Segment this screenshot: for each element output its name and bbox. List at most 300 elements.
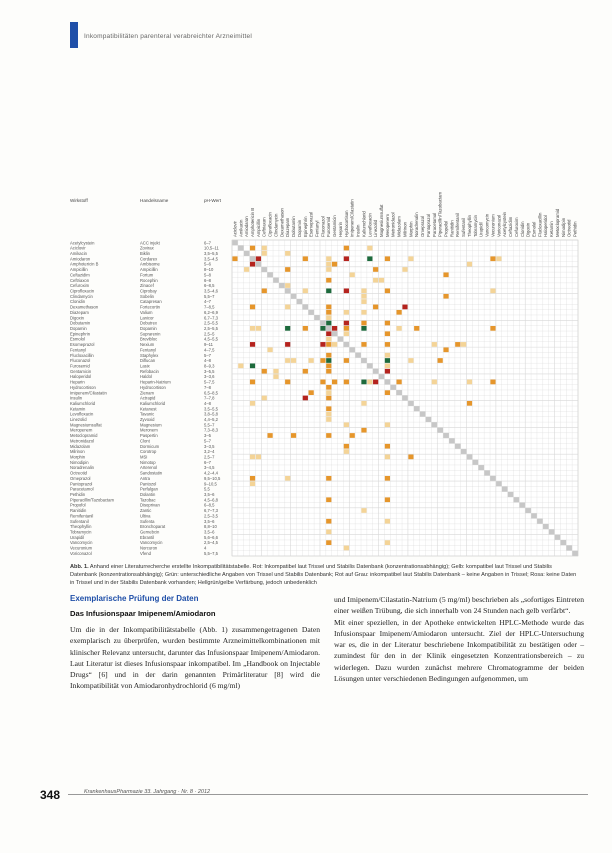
matrix-cell: [303, 256, 308, 261]
row-handelsname: Pantozol: [140, 481, 157, 487]
row-ph: 5–8: [204, 272, 211, 278]
diagonal-cell: [449, 438, 455, 443]
row-wirkstoff: Dobutamin: [70, 320, 91, 326]
column-label: Vancomycin: [484, 213, 490, 237]
matrix-cell: [262, 246, 267, 251]
paragraph: und Imipenem/Cilastatin-Natrium (5 mg/ml) beschrieben als „sofortiges Eintreten einer weißen Trübung, die sich innerhalb von 24 Stunden nach gelb verfärbt“.: [334, 595, 584, 616]
diagonal-cell: [261, 267, 267, 272]
row-handelsname: Zantic: [140, 508, 152, 514]
matrix-cell: [385, 353, 390, 358]
row-handelsname: Zyvoxid: [140, 417, 155, 423]
matrix-cell: [326, 358, 331, 363]
row-handelsname: Ambisome: [140, 261, 160, 267]
row-ph: 4–7: [204, 299, 211, 305]
row-wirkstoff: Insulin: [70, 395, 83, 401]
row-ph: 3,5–6: [204, 529, 215, 535]
row-handelsname: Lasix: [140, 363, 150, 369]
matrix-cell: [326, 331, 331, 336]
column-label: Noradrenalin: [414, 212, 420, 237]
row-handelsname: Valium: [140, 309, 153, 315]
row-wirkstoff: Ketamin: [70, 406, 86, 412]
row-ph: 3–5: [204, 433, 211, 439]
section-title: Exemplarische Prüfung der Daten: [70, 594, 199, 603]
row-handelsname: Ampicillin: [140, 267, 158, 273]
row-wirkstoff: Amiodaron: [70, 256, 91, 262]
matrix-cell: [361, 289, 366, 294]
row-handelsname: Dopamin: [140, 325, 157, 331]
column-label: Hydrocortison: [343, 210, 349, 237]
matrix-cell: [326, 530, 331, 535]
matrix-cell: [385, 444, 390, 449]
diagonal-cell: [279, 283, 285, 288]
column-label: Dopamin: [296, 219, 302, 237]
diagonal-cell: [472, 460, 478, 465]
row-ph: 5–7: [204, 438, 211, 444]
row-ph: 3,8–5,8: [204, 411, 218, 417]
row-handelsname: Disoprivan: [140, 502, 160, 508]
row-handelsname: Haldol: [140, 374, 152, 380]
row-handelsname: Actrapid: [140, 395, 156, 401]
matrix-cell: [408, 358, 413, 363]
row-wirkstoff: Amphotericin B: [70, 261, 99, 267]
column-label: Amiodaron: [244, 216, 250, 237]
column-label: Meropenem: [384, 214, 390, 237]
row-handelsname: Lanicor: [140, 315, 154, 321]
matrix-cell: [285, 305, 290, 310]
diagonal-cell: [308, 310, 314, 315]
row-wirkstoff: Ranitidin: [70, 508, 87, 514]
column-label: Metoclopramid: [554, 208, 560, 237]
row-wirkstoff: Pethidin: [70, 492, 86, 498]
row-handelsname: Antra: [140, 475, 151, 481]
row-ph: 3–4,5: [204, 465, 215, 471]
matrix-cell: [373, 267, 378, 272]
matrix-cell: [326, 315, 331, 320]
diagonal-cell: [367, 363, 373, 368]
matrix-cell: [326, 369, 331, 374]
matrix-cell: [361, 342, 366, 347]
row-ph: 3,5–4,6: [204, 288, 218, 294]
header-wirkstoff: Wirkstoff: [70, 198, 88, 203]
row-handelsname: Heparin-Natrium: [140, 379, 171, 385]
matrix-cell: [326, 310, 331, 315]
row-handelsname: Clont: [140, 438, 150, 444]
row-wirkstoff: Clonidin: [70, 299, 86, 305]
row-handelsname: Sufenta: [140, 518, 155, 524]
matrix-cell: [326, 390, 331, 395]
matrix-cell: [285, 342, 290, 347]
matrix-cell: [320, 342, 325, 347]
row-wirkstoff: Dopamin: [70, 325, 87, 331]
row-handelsname: Brevibloc: [140, 336, 158, 342]
row-ph: 4,2–4,4: [204, 470, 218, 476]
row-handelsname: Ultiva: [140, 513, 151, 519]
column-label: Octreotid: [566, 219, 572, 237]
matrix-cell: [397, 326, 402, 331]
row-ph: 2,5–5: [204, 331, 215, 337]
matrix-cell: [385, 363, 390, 368]
row-wirkstoff: Nimodipin: [70, 459, 89, 465]
row-handelsname: Refobacin: [140, 368, 159, 374]
journal-reference: KrankenhausPharmazie 33. Jahrgang · Nr. 8 · 2012: [84, 789, 211, 795]
matrix-cell: [250, 401, 255, 406]
row-wirkstoff: Ceftazidim: [70, 272, 90, 278]
matrix-cell: [455, 342, 460, 347]
matrix-cell: [326, 342, 331, 347]
diagonal-cell: [267, 272, 273, 277]
diagonal-cell: [320, 320, 326, 325]
matrix-cell: [285, 251, 290, 256]
row-wirkstoff: Kaliumchlorid: [70, 400, 96, 406]
row-wirkstoff: Magnesiumsulfat: [70, 422, 102, 428]
column-label: Kaliumchlorid: [361, 211, 367, 237]
row-handelsname: Nimotop: [140, 459, 156, 465]
matrix-cell: [238, 363, 243, 368]
row-handelsname: Meronem: [140, 427, 158, 433]
matrix-cell: [250, 476, 255, 481]
row-handelsname: Biklin: [140, 250, 151, 256]
row-ph: 3–3,6: [204, 374, 215, 380]
row-handelsname: Catapresan: [140, 299, 162, 305]
row-wirkstoff: Remifentanil: [70, 513, 94, 519]
row-ph: 3,2–4: [204, 449, 215, 455]
matrix-cell: [361, 310, 366, 315]
row-ph: 7–8,5: [204, 304, 215, 310]
matrix-cell: [385, 519, 390, 524]
matrix-cell: [361, 508, 366, 513]
matrix-cell: [414, 326, 419, 331]
matrix-cell: [250, 380, 255, 385]
row-wirkstoff: Metronidazol: [70, 438, 94, 444]
column-label: Haloperidol: [543, 215, 549, 237]
diagonal-cell: [484, 470, 490, 475]
matrix-cell: [250, 326, 255, 331]
row-handelsname: Fentanyl: [140, 347, 157, 353]
matrix-cell: [350, 272, 355, 277]
row-wirkstoff: Heparin: [70, 379, 85, 385]
paragraph: Um die in der Inkompatibilitätstabelle (Abb. 1) zusammengetragenen Daten exemplarisch zu überprüfen, wurden bestimmte Arzneimittelkombinationen mit klinischer Relevanz untersucht, darunter das Infusionspaar Imipenem/Amiodaron. Laut Literatur ist dieses Infusionspaar inkompatibel. Im „Handbook on Injectable Drugs“ [6] und in der darin genannten Primärliteratur [8] wird die Inkompatibilität von Amiodaronhydrochlorid (6 mg/ml): [70, 625, 320, 691]
diagonal-cell: [408, 401, 414, 406]
column-label: Digoxin: [525, 222, 531, 237]
matrix-cell: [490, 256, 495, 261]
matrix-cell: [402, 267, 407, 272]
matrix-cell: [443, 294, 448, 299]
matrix-cell: [291, 358, 296, 363]
diagonal-cell: [314, 315, 320, 320]
column-label: Tobramycin: [472, 215, 478, 237]
matrix-cell: [250, 481, 255, 486]
matrix-cell: [402, 305, 407, 310]
row-handelsname: Gernebcin: [140, 529, 160, 535]
column-label: Esomeprazol: [308, 211, 314, 237]
row-ph: 5–7: [204, 352, 211, 358]
matrix-cell: [385, 331, 390, 336]
matrix-cell: [344, 331, 349, 336]
matrix-cell: [373, 278, 378, 283]
diagonal-cell: [373, 369, 379, 374]
diagonal-cell: [496, 481, 502, 486]
column-label: Amikacin: [238, 219, 244, 237]
matrix-cell: [432, 380, 437, 385]
row-handelsname: Sobelin: [140, 293, 154, 299]
matrix-cell: [326, 278, 331, 283]
matrix-cell: [285, 476, 290, 481]
matrix-cell: [250, 455, 255, 460]
matrix-cell: [326, 476, 331, 481]
matrix-cell: [320, 380, 325, 385]
row-wirkstoff: Milrinon: [70, 449, 85, 455]
matrix-cell: [361, 321, 366, 326]
row-handelsname: Vancomycin: [140, 540, 163, 546]
matrix-cell: [344, 380, 349, 385]
diagonal-cell: [402, 395, 408, 400]
row-wirkstoff: Omeprazol: [70, 475, 91, 481]
matrix-cell: [344, 310, 349, 315]
matrix-cell: [385, 256, 390, 261]
column-label: Nimodipin: [560, 217, 566, 237]
matrix-cell: [262, 251, 267, 256]
column-label: Flucloxacillin: [537, 212, 543, 237]
matrix-cell: [344, 444, 349, 449]
row-wirkstoff: Octreotid: [70, 470, 87, 476]
row-wirkstoff: Fluconazol: [70, 358, 91, 364]
row-wirkstoff: Digoxin: [70, 315, 84, 321]
matrix-cell: [344, 546, 349, 551]
diagonal-cell: [555, 535, 561, 540]
matrix-cell: [326, 412, 331, 417]
paragraph: Mit einer speziellen, in der Apotheke entwickelten HPLC-Methode wurde das Infusionspaar Imipenem/Amiodaron untersucht. Ziel der HPLC-Untersuchung war es, die in der Literatur beschriebene Inkompatibilität zu bestätigen oder – zumindest für den in der Klinik eingesetzten Konzentrationsbereich – zu widerlegen. Dazu wurden zunächst mehrere Chromatogramme der beiden Lösungen unter verschiedenen Bedingungen aufgenommen, um: [334, 617, 584, 684]
row-wirkstoff: Diazepam: [70, 309, 89, 315]
column-label: Theophyllin: [466, 215, 472, 237]
row-ph: 5–6: [204, 261, 211, 267]
row-wirkstoff: Meropenem: [70, 427, 93, 433]
row-handelsname: Dormicum: [140, 443, 160, 449]
row-handelsname: Paspertin: [140, 433, 158, 439]
matrix-cell: [443, 272, 448, 277]
diagonal-cell: [525, 508, 531, 513]
column-label: Dexamethason: [279, 208, 285, 237]
row-wirkstoff: Metoclopramid: [70, 433, 98, 439]
matrix-cell: [385, 422, 390, 427]
matrix-cell: [467, 380, 472, 385]
diagonal-cell: [426, 417, 432, 422]
matrix-cell: [326, 406, 331, 411]
matrix-cell: [262, 289, 267, 294]
matrix-cell: [273, 369, 278, 374]
matrix-cell: [397, 380, 402, 385]
matrix-cell: [244, 267, 249, 272]
matrix-cell: [344, 326, 349, 331]
row-handelsname: Rocephin: [140, 277, 158, 283]
diagonal-cell: [291, 294, 297, 299]
row-ph: 3–5,5: [204, 368, 215, 374]
diagonal-cell: [255, 261, 261, 266]
row-ph: 4–8: [204, 358, 211, 364]
row-ph: 7,3–8,3: [204, 427, 218, 433]
matrix-cell: [373, 380, 378, 385]
matrix-cell: [443, 347, 448, 352]
matrix-cell: [367, 256, 372, 261]
matrix-cell: [326, 540, 331, 545]
row-ph: 5,5–7: [204, 422, 215, 428]
matrix-cell: [267, 433, 272, 438]
matrix-cell: [361, 299, 366, 304]
row-wirkstoff: Piperacillin/Tazobactam: [70, 497, 114, 503]
running-head: Inkompatibilitäten parenteral verabreichter Arzneimittel: [84, 33, 252, 40]
row-wirkstoff: Propofol: [70, 502, 86, 508]
column-label: Pantoprazol: [425, 214, 431, 237]
row-ph: 4–7,5: [204, 347, 215, 353]
matrix-cell: [361, 380, 366, 385]
diagonal-cell: [531, 513, 537, 518]
row-ph: 6,7–7,3: [204, 315, 218, 321]
matrix-cell: [332, 326, 337, 331]
matrix-cell: [256, 256, 261, 261]
row-wirkstoff: Noradrenalin: [70, 465, 94, 471]
caption-label: Abb. 1.: [70, 564, 89, 570]
row-wirkstoff: Esomeprazol: [70, 342, 95, 348]
matrix-cell: [250, 305, 255, 310]
row-ph: 8–10: [204, 267, 214, 273]
matrix-cell: [326, 256, 331, 261]
row-wirkstoff: Clindamycin: [70, 293, 93, 299]
diagonal-cell: [513, 497, 519, 502]
column-label: Omeprazol: [420, 215, 426, 237]
matrix-cell: [461, 342, 466, 347]
diagonal-cell: [431, 422, 437, 427]
matrix-cell: [232, 256, 237, 261]
row-handelsname: Tazobac: [140, 497, 156, 503]
column-label: Acetylcystein: [502, 211, 508, 237]
page-footer: [40, 788, 590, 808]
diagonal-cell: [572, 551, 578, 556]
diagonal-cell: [455, 444, 461, 449]
matrix-cell: [320, 326, 325, 331]
matrix-cell: [332, 342, 337, 347]
row-ph: 3,5–4,5: [204, 256, 218, 262]
matrix-cell: [467, 401, 472, 406]
matrix-cell: [344, 358, 349, 363]
column-label: Ciprofloxacin: [267, 212, 273, 237]
row-handelsname: Fortum: [140, 272, 154, 278]
diagonal-cell: [250, 256, 256, 261]
matrix-cell: [467, 262, 472, 267]
row-wirkstoff: Paracetamol: [70, 486, 94, 492]
row-ph: 6–8: [204, 277, 211, 283]
diagonal-cell: [238, 245, 244, 250]
matrix-cell: [326, 385, 331, 390]
row-ph: 4,5–5,5: [204, 336, 218, 342]
matrix-cell: [326, 321, 331, 326]
row-ph: 2,5–5,5: [204, 325, 218, 331]
header-handelsname: Handelsname: [140, 198, 169, 203]
matrix-cell: [326, 289, 331, 294]
matrix-cell: [332, 262, 337, 267]
row-wirkstoff: Ciprofloxacin: [70, 288, 95, 294]
matrix-cell: [262, 369, 267, 374]
matrix-cell: [332, 380, 337, 385]
diagonal-cell: [273, 277, 279, 282]
column-label: Magnesiumsulfat: [379, 204, 385, 237]
text-column-left: [70, 624, 320, 692]
diagonal-cell: [361, 358, 367, 363]
matrix-cell: [490, 326, 495, 331]
row-wirkstoff: Levofloxacin: [70, 411, 94, 417]
diagonal-cell: [244, 251, 250, 256]
matrix-cell: [385, 369, 390, 374]
row-handelsname: Dobutrex: [140, 320, 157, 326]
matrix-cell: [326, 519, 331, 524]
matrix-cell: [385, 358, 390, 363]
matrix-cell: [361, 428, 366, 433]
matrix-cell: [344, 289, 349, 294]
column-label: Ceftriaxon: [261, 217, 267, 237]
row-ph: 7–7,8: [204, 395, 215, 401]
matrix-cell: [285, 380, 290, 385]
matrix-cell: [250, 262, 255, 267]
matrix-cell: [350, 433, 355, 438]
diagonal-cell: [414, 406, 420, 411]
row-wirkstoff: Tobramycin: [70, 529, 92, 535]
column-label: Paracetamol: [431, 212, 437, 237]
column-label: Imipenem/Cilastatin: [349, 199, 355, 237]
matrix-cell: [326, 353, 331, 358]
diagonal-cell: [302, 304, 308, 309]
matrix-cell: [408, 256, 413, 261]
row-ph: 9–11: [204, 342, 214, 348]
column-label: Sufentanil: [461, 217, 467, 237]
column-label: Ceftazidim: [508, 216, 514, 237]
diagonal-cell: [338, 336, 344, 341]
column-label: Amphotericin B: [249, 207, 255, 237]
diagonal-cell: [390, 385, 396, 390]
matrix-cell: [385, 342, 390, 347]
matrix-cell: [326, 262, 331, 267]
row-wirkstoff: Cefuroxim: [70, 283, 90, 289]
row-ph: 8–9,3: [204, 363, 215, 369]
matrix-cell: [344, 422, 349, 427]
diagonal-cell: [508, 492, 514, 497]
matrix-cell: [344, 256, 349, 261]
row-handelsname: Corotrop: [140, 449, 157, 455]
row-handelsname: Diflucan: [140, 358, 156, 364]
matrix-cell: [326, 363, 331, 368]
matrix-cell: [256, 326, 261, 331]
subsection-title: Das Infusionspaar Imipenem/Amiodaron: [70, 609, 216, 618]
column-label: Pethidin: [572, 221, 578, 237]
row-ph: 2,5–7: [204, 454, 215, 460]
diagonal-cell: [384, 379, 390, 384]
row-wirkstoff: Midazolam: [70, 443, 91, 449]
row-ph: 6–8,5: [204, 283, 215, 289]
column-label: Gentamicin: [332, 215, 338, 237]
column-label: Ketamin: [549, 221, 555, 237]
row-ph: 6,5–8,5: [204, 390, 218, 396]
column-label: Metronidazol: [390, 212, 396, 237]
row-handelsname: Perfalgan: [140, 486, 158, 492]
row-ph: 2,5–4,5: [204, 540, 218, 546]
row-handelsname: Tavanic: [140, 411, 155, 417]
matrix-cell: [262, 396, 267, 401]
row-wirkstoff: Vancomycin: [70, 540, 93, 546]
row-ph: 4: [204, 545, 207, 551]
compatibility-grid: [70, 90, 582, 560]
diagonal-cell: [420, 411, 426, 416]
matrix-cell: [250, 246, 255, 251]
column-label: Furosemid: [326, 216, 332, 237]
matrix-cell: [326, 337, 331, 342]
matrix-cell: [385, 455, 390, 460]
